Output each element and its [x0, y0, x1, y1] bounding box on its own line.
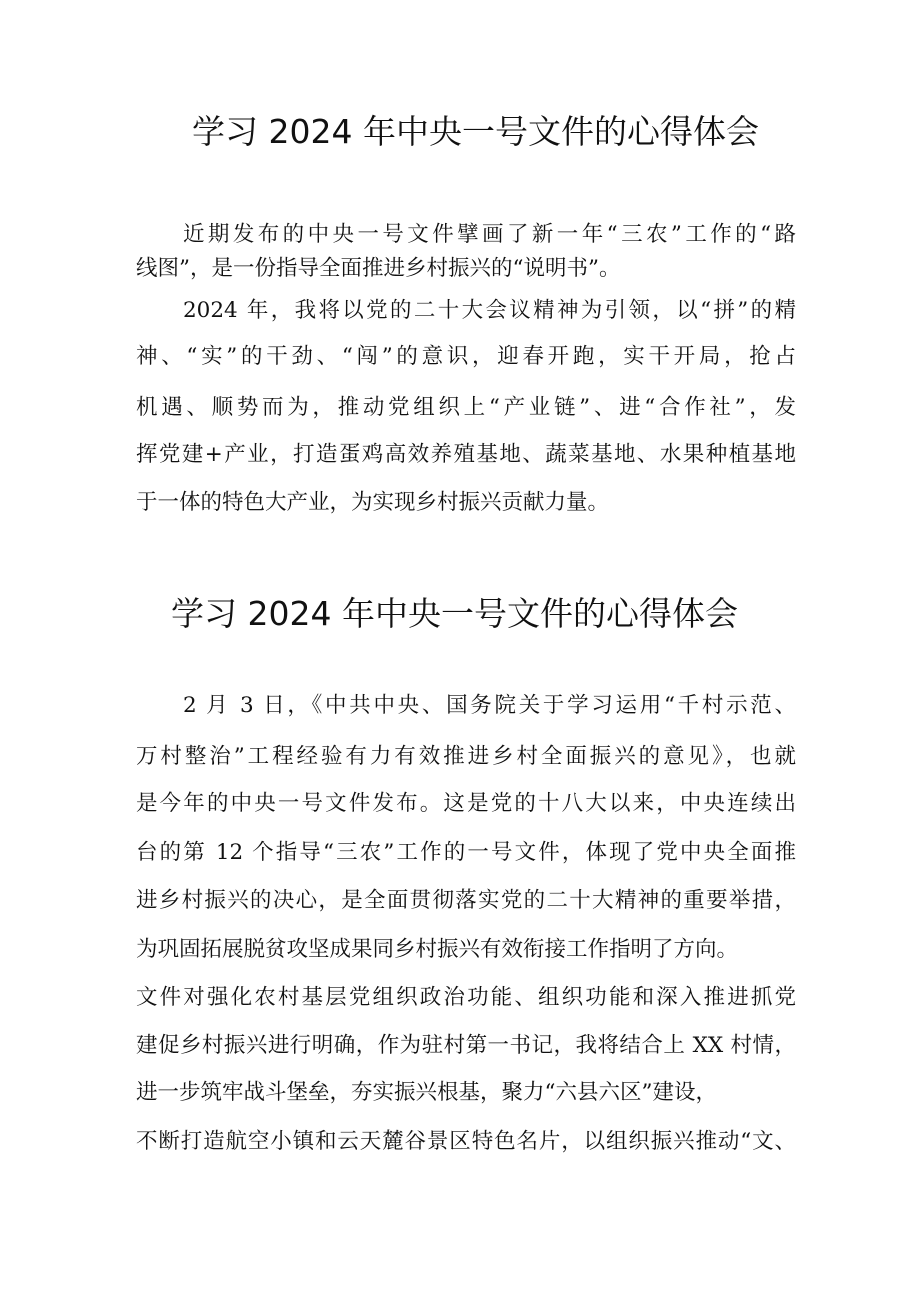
section1-title: 学习 2024 年中央一号文件的心得体会 [192, 112, 759, 151]
section2-line: 进乡村振兴的决心，是全面贯彻落实党的二十大精神的重要举措， [136, 888, 796, 913]
section2-line: 2 月 3 日，《中共中央、国务院关于学习运用“千村示范、 [183, 693, 796, 718]
section1-line: 线图”，是一份指导全面推进乡村振兴的“说明书”。 [136, 256, 621, 281]
section1-line: 于一体的特色大产业，为实现乡村振兴贡献力量。 [136, 490, 610, 515]
section1-line: 2024 年，我将以党的二十大会议精神为引领，以“拼”的精 [183, 298, 796, 323]
section2-line: 台的第 12 个指导“三农”工作的一号文件，体现了党中央全面推 [136, 840, 796, 865]
section1-line: 近期发布的中央一号文件擘画了新一年“三农”工作的“路 [183, 222, 796, 247]
section1-line: 挥党建+产业，打造蛋鸡高效养殖基地、蔬菜基地、水果种植基地 [136, 442, 796, 467]
section1-line: 机遇、顺势而为，推动党组织上“产业链”、进“合作社”，发 [136, 395, 796, 420]
section2-line: 不断打造航空小镇和云天麓谷景区特色名片，以组织振兴推动“文、 [136, 1129, 796, 1154]
section2-line: 文件对强化农村基层党组织政治功能、组织功能和深入推进抓党 [136, 985, 796, 1010]
section2-line: 为巩固拓展脱贫攻坚成果同乡村振兴有效衔接工作指明了方向。 [136, 937, 739, 962]
section2-line: 万村整治”工程经验有力有效推进乡村全面振兴的意见》，也就 [136, 744, 796, 769]
section2-title: 学习 2024 年中央一号文件的心得体会 [171, 594, 738, 633]
section2-line: 是今年的中央一号文件发布。这是党的十八大以来，中央连续出 [136, 791, 796, 816]
section1-line: 神、“实”的干劲、“闯”的意识，迎春开跑，实干开局，抢占 [136, 344, 796, 369]
section2-line: 建促乡村振兴进行明确，作为驻村第一书记，我将结合上 XX 村情， [136, 1033, 796, 1058]
section2-line: 进一步筑牢战斗堡垒，夯实振兴根基，聚力“六县六区”建设， [136, 1080, 717, 1105]
